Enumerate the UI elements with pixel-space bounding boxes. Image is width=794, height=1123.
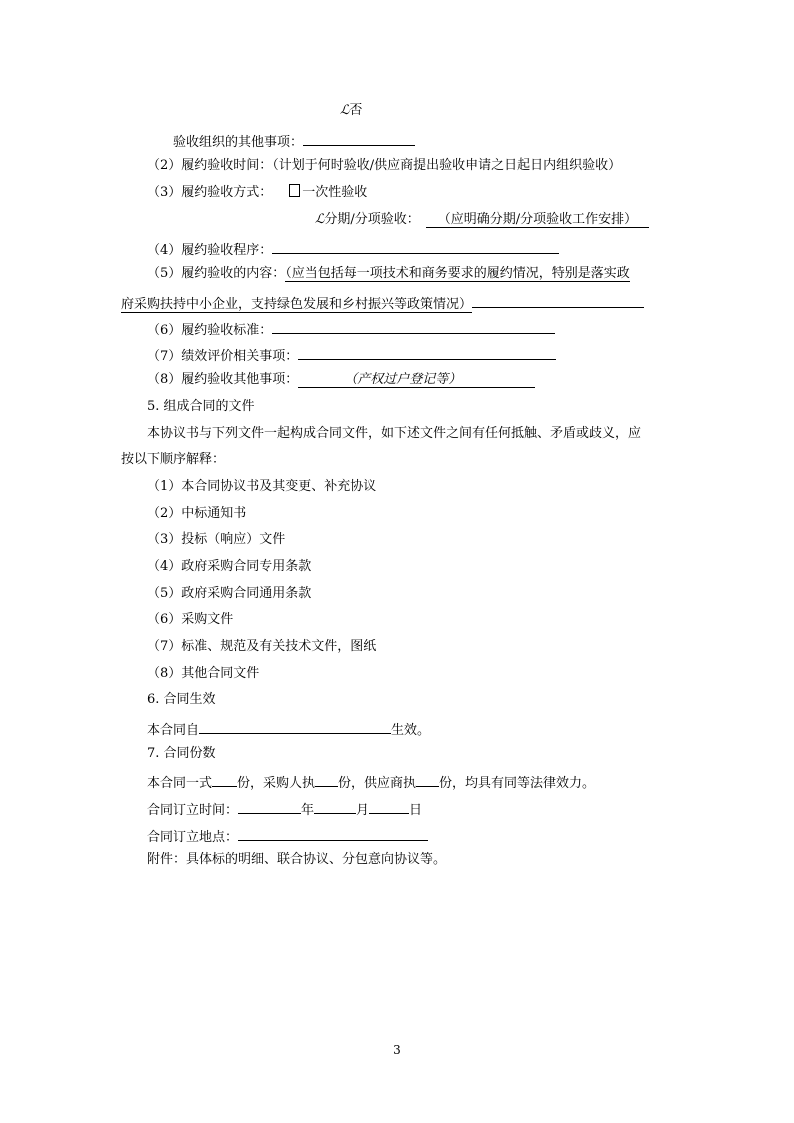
doc-list-item: （2）中标通知书 bbox=[147, 506, 247, 521]
method-once-label: 一次性验收 bbox=[302, 185, 368, 200]
attachment-note: 附件：具体标的明细、联合协议、分包意向协议等。 bbox=[147, 852, 447, 867]
place-row bbox=[147, 825, 428, 847]
doc-list-item: （8）其他合同文件 bbox=[147, 666, 260, 681]
month-label: 月 bbox=[356, 803, 370, 818]
acceptance-other-items-row bbox=[147, 371, 535, 389]
effect-suffix: 生效。 bbox=[391, 723, 431, 738]
date-label: 合同订立时间： bbox=[147, 803, 239, 818]
effect-row bbox=[147, 718, 430, 740]
method-staged-label: 分期/分项验收： bbox=[324, 212, 420, 227]
acceptance-standard-row bbox=[147, 318, 555, 340]
section-5-para-1: 本协议书与下列文件一起构成合同文件，如下述文件之间有任何抵触、矛盾或歧义，应 bbox=[147, 426, 642, 441]
option-mark-icon: ℒ bbox=[315, 212, 325, 227]
year-blank[interactable] bbox=[238, 798, 301, 814]
acceptance-method-row bbox=[147, 184, 367, 202]
copies-text-c: 份，供应商执 bbox=[338, 776, 417, 791]
acceptance-method-staged-row bbox=[315, 211, 649, 229]
acceptance-content-row-2 bbox=[121, 292, 644, 314]
acceptance-time: （2）履约验收时间：（计划于何时验收/供应商提出验收申请之日起日内组织验收） bbox=[147, 158, 622, 173]
acceptance-standard-blank[interactable] bbox=[272, 318, 555, 334]
acceptance-procedure-label: （4）履约验收程序： bbox=[147, 243, 273, 258]
day-blank[interactable] bbox=[369, 798, 409, 814]
acceptance-procedure-row bbox=[147, 238, 559, 260]
copies-total-blank[interactable] bbox=[212, 771, 237, 787]
performance-row bbox=[147, 344, 556, 366]
year-label: 年 bbox=[301, 803, 315, 818]
section-5-para-2: 按以下顺序解释： bbox=[121, 452, 226, 467]
doc-list-item: （3）投标（响应）文件 bbox=[147, 532, 286, 547]
acceptance-procedure-blank[interactable] bbox=[272, 238, 559, 254]
acceptance-other-row bbox=[173, 130, 415, 152]
day-label: 日 bbox=[409, 803, 423, 818]
effect-prefix: 本合同自 bbox=[147, 723, 200, 738]
option-mark-icon: ℒ bbox=[340, 103, 350, 118]
effect-blank[interactable] bbox=[199, 718, 391, 734]
doc-list-item: （7）标准、规范及有关技术文件，图纸 bbox=[147, 639, 377, 654]
acceptance-content-note-2: 府采购扶持中小企业，支持绿色发展和乡村振兴等政策情况） bbox=[121, 297, 473, 312]
date-row bbox=[147, 798, 422, 820]
copies-text-b: 份，采购人执 bbox=[237, 776, 316, 791]
doc-list-item: （6）采购文件 bbox=[147, 612, 234, 627]
copies-buyer-blank[interactable] bbox=[315, 771, 338, 787]
acceptance-content-row-1 bbox=[147, 265, 630, 283]
method-staged-note: （应明确分期/分项验收工作安排） bbox=[426, 212, 649, 228]
acceptance-content-label: （5）履约验收的内容： bbox=[147, 266, 286, 281]
copies-text-a: 本合同一式 bbox=[147, 776, 213, 791]
acceptance-method-label: （3）履约验收方式： bbox=[147, 185, 273, 200]
acceptance-other-blank[interactable] bbox=[303, 130, 415, 146]
copies-text-d: 份，均具有同等法律效力。 bbox=[439, 776, 596, 791]
section-5-title: 5. 组成合同的文件 bbox=[147, 399, 255, 414]
acceptance-other-label: 验收组织的其他事项： bbox=[173, 135, 304, 150]
checkbox-icon[interactable] bbox=[289, 184, 300, 197]
option-no-label: 否 bbox=[349, 103, 363, 118]
option-no bbox=[340, 102, 362, 120]
section-6-title: 6. 合同生效 bbox=[147, 692, 216, 707]
copies-supplier-blank[interactable] bbox=[416, 771, 439, 787]
performance-blank[interactable] bbox=[298, 344, 556, 360]
place-label: 合同订立地点： bbox=[147, 830, 239, 845]
page-number: 3 bbox=[393, 1043, 401, 1057]
acceptance-other-items-label: （8）履约验收其他事项： bbox=[147, 372, 299, 387]
month-blank[interactable] bbox=[314, 798, 356, 814]
doc-list-item: （4）政府采购合同专用条款 bbox=[147, 559, 312, 574]
doc-list-item: （5）政府采购合同通用条款 bbox=[147, 586, 312, 601]
performance-label: （7）绩效评价相关事项： bbox=[147, 349, 299, 364]
acceptance-content-note-1: （应当包括每一项技术和商务要求的履约情况，特别是落实政 bbox=[285, 266, 630, 281]
acceptance-content-blank[interactable] bbox=[472, 292, 644, 308]
acceptance-standard-label: （6）履约验收标准： bbox=[147, 323, 273, 338]
section-7-title: 7. 合同份数 bbox=[147, 746, 216, 761]
acceptance-other-items-note: （产权过户登记等） bbox=[298, 372, 535, 388]
copies-row bbox=[147, 771, 595, 793]
place-blank[interactable] bbox=[238, 825, 428, 841]
doc-list-item: （1）本合同协议书及其变更、补充协议 bbox=[147, 479, 377, 494]
